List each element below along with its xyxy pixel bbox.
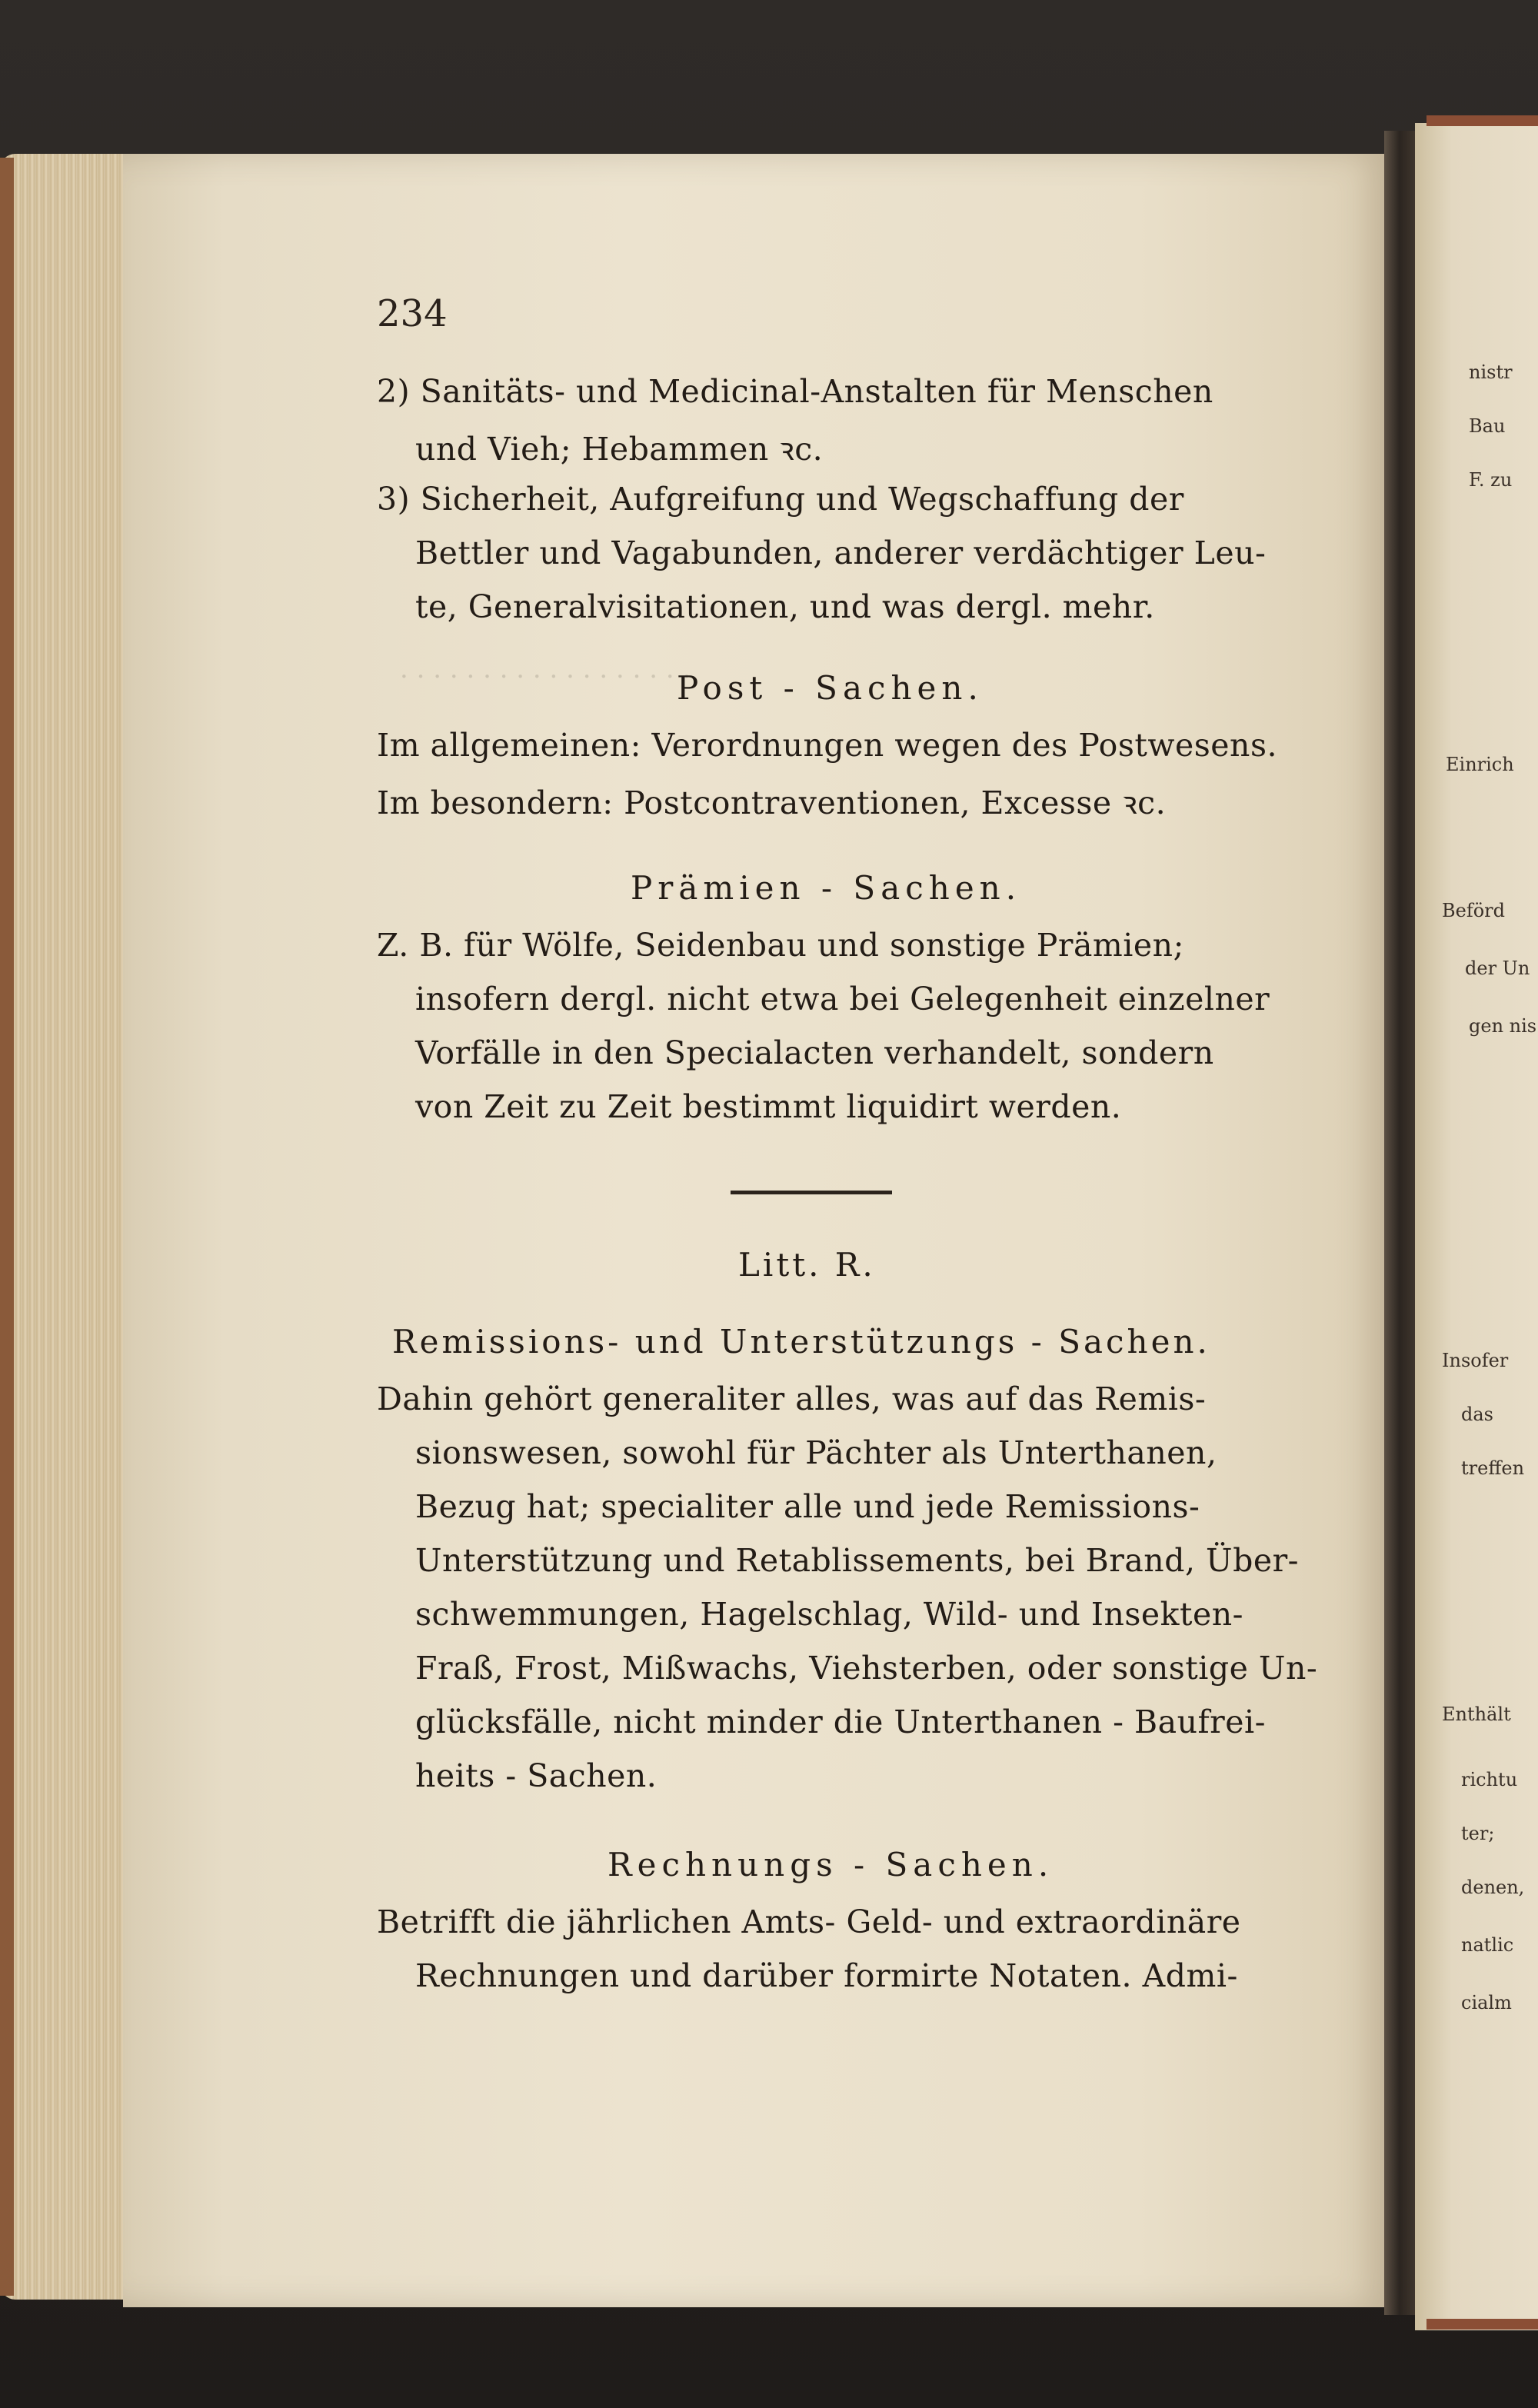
next-page-snippet: nistr: [1469, 361, 1513, 383]
section-heading: Rechnungs - Sachen.: [608, 1846, 1054, 1883]
next-page-snippet: denen,: [1461, 1877, 1525, 1898]
text-line: schwemmungen, Hagelschlag, Wild- und Insekten-: [415, 1596, 1244, 1633]
next-page-snippet: das: [1461, 1404, 1493, 1425]
next-page-snippet: natlic: [1461, 1934, 1514, 1956]
text-line: Im allgemeinen: Verordnungen wegen des Postwesens.: [377, 727, 1278, 764]
next-page-snippet: gen nis: [1469, 1015, 1537, 1037]
text-line: und Vieh; Hebammen ꝛc.: [415, 431, 824, 468]
next-page-snippet: Beförd: [1442, 900, 1506, 921]
text-line: Bezug hat; specialiter alle und jede Remissions-: [415, 1488, 1200, 1525]
next-page-snippet: cialm: [1461, 1992, 1512, 2013]
book-cover-left: [0, 158, 14, 2296]
section-heading: Remissions- und Unterstützungs - Sachen.: [392, 1323, 1210, 1361]
text-line: insofern dergl. nicht etwa bei Gelegenheit einzelner: [415, 981, 1270, 1017]
next-page-snippet: F. zu: [1469, 469, 1513, 491]
text-line: Fraß, Frost, Mißwachs, Viehsterben, oder sonstige Un-: [415, 1650, 1318, 1687]
text-line: 3) Sicherheit, Aufgreifung und Wegschaffung der: [377, 481, 1184, 518]
text-line: Vorfälle in den Specialacten verhandelt, sondern: [415, 1034, 1214, 1071]
book-cover-right-bottom: [1426, 2319, 1538, 2330]
book-cover-right-top: [1426, 115, 1538, 126]
next-page-snippet: der Un: [1465, 958, 1530, 979]
text-line: Rechnungen und darüber formirte Notaten. Admi-: [415, 1957, 1238, 1994]
text-line: sionswesen, sowohl für Pächter als Unterthanen,: [415, 1434, 1217, 1471]
text-line: Z. B. für Wölfe, Seidenbau und sonstige Prämien;: [377, 927, 1184, 964]
next-page-snippet: ter;: [1461, 1823, 1495, 1844]
text-line: te, Generalvisitationen, und was dergl. mehr.: [415, 588, 1155, 625]
text-line: Unterstützung und Retablissements, bei Brand, Über-: [415, 1542, 1300, 1579]
next-page-snippet: Insofer: [1442, 1350, 1509, 1371]
text-line: heits - Sachen.: [415, 1757, 657, 1794]
text-line: Dahin gehört generaliter alles, was auf das Remis-: [377, 1381, 1207, 1417]
text-line: 2) Sanitäts- und Medicinal-Anstalten für Menschen: [377, 373, 1213, 410]
text-line: Im besondern: Postcontraventionen, Excesse ꝛc.: [377, 784, 1167, 821]
next-page-snippet: Enthält: [1442, 1704, 1511, 1725]
next-page-snippet: richtu: [1461, 1769, 1518, 1790]
section-heading: Post - Sachen.: [677, 669, 984, 707]
section-heading: Prämien - Sachen.: [631, 869, 1022, 907]
text-line: Bettler und Vagabunden, anderer verdächtiger Leu-: [415, 535, 1267, 571]
page-number: 234: [377, 292, 448, 335]
next-page-snippet: Bau: [1469, 415, 1506, 437]
bleed-through: · · · · · · · · · · · · · · · · · ·: [400, 661, 691, 692]
text-line: glücksfälle, nicht minder die Unterthanen - Baufrei-: [415, 1704, 1266, 1740]
text-line: Betrifft die jährlichen Amts- Geld- und extraordinäre: [377, 1903, 1241, 1940]
letter-heading: Litt. R.: [738, 1246, 876, 1284]
next-page-snippet: Einrich: [1446, 754, 1514, 775]
text-line: von Zeit zu Zeit bestimmt liquidirt werden.: [415, 1088, 1122, 1125]
section-divider-rule: [731, 1191, 892, 1194]
next-page-snippet: treffen: [1461, 1457, 1525, 1479]
